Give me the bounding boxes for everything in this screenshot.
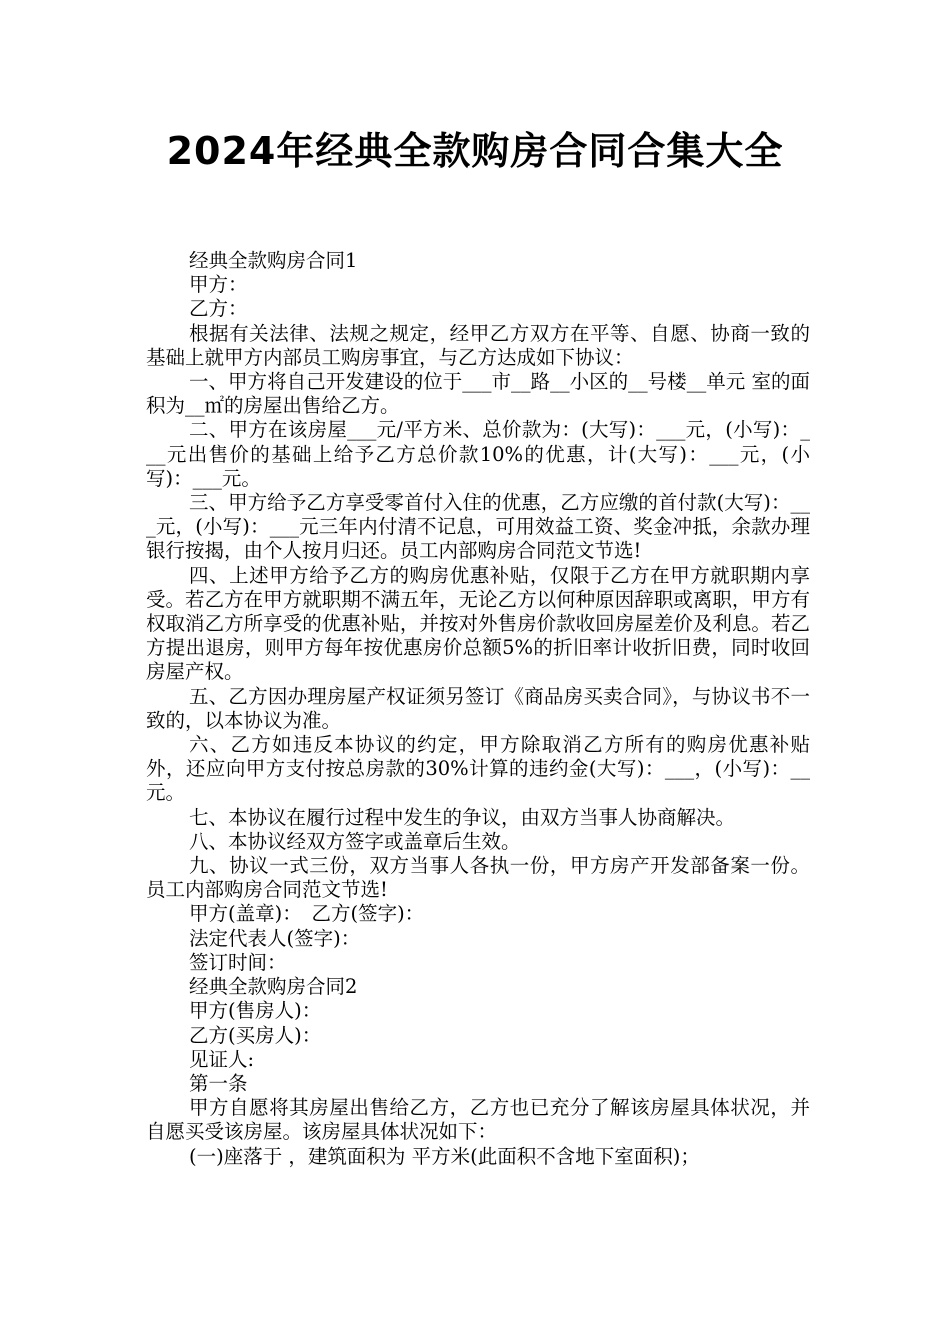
clause-1: 一、甲方将自己开发建设的位于___市__路__小区的__号楼__单元 室的面积为__㎡的房屋出售给乙方。	[146, 370, 810, 418]
document-body	[146, 249, 810, 1169]
signature-line: 甲方(盖章)： 乙方(签字)：	[189, 902, 425, 926]
seller-line: 甲方(售房人)：	[189, 999, 322, 1023]
clause-8: 八、本协议经双方签字或盖章后生效。	[189, 829, 521, 853]
section-heading: 经典全款购房合同2	[189, 975, 358, 999]
clause-5: 五、乙方因办理房屋产权证须另签订《商品房买卖合同》，与协议书不一致的，以本协议为准。	[146, 684, 810, 732]
buyer-line: 乙方(买房人)：	[189, 1023, 322, 1047]
clause-3: 三、甲方给予乙方享受零首付入住的优惠，乙方应缴的首付款(大写)：___元，(小写)：___元三年内付清不记息，可用效益工资、奖金冲抵，余款办理银行按揭，由个人按月归还。员工内部购房合同范文节选!	[146, 491, 810, 563]
clause-7: 七、本协议在履行过程中发生的争议，由双方当事人协商解决。	[189, 805, 736, 829]
signing-date-line: 签订时间：	[189, 950, 287, 974]
legal-representative-line: 法定代表人(签字)：	[189, 926, 361, 950]
preamble-paragraph: 根据有关法律、法规之规定，经甲乙方双方在平等、自愿、协商一致的基础上就甲方内部员工购房事宜，与乙方达成如下协议：	[146, 321, 810, 369]
article-1-item-1: (一)座落于 ，建筑面积为 平方米(此面积不含地下室面积)；	[189, 1144, 700, 1168]
article-heading: 第一条	[189, 1071, 248, 1095]
clause-9: 九、协议一式三份，双方当事人各执一份，甲方房产开发部备案一份。员工内部购房合同范文节选!	[146, 854, 810, 902]
party-a-line: 甲方：	[189, 273, 248, 297]
document-title: 2024年经典全款购房合同合集大全	[166, 129, 784, 173]
party-b-line: 乙方：	[189, 297, 248, 321]
clause-6: 六、乙方如违反本协议的约定，甲方除取消乙方所有的购房优惠补贴外，还应向甲方支付按总房款的30%计算的违约金(大写)：___，(小写)：__元。	[146, 733, 810, 805]
clause-4: 四、上述甲方给予乙方的购房优惠补贴，仅限于乙方在甲方就职期内享受。若乙方在甲方就职期不满五年，无论乙方以何种原因辞职或离职，甲方有权取消乙方所享受的优惠补贴，并按对外售房价款收回房屋差价及利息。若乙方提出退房，则甲方每年按优惠房价总额5%的折旧率计收折旧费，同时收回房屋产权。	[146, 563, 810, 684]
article-1-paragraph: 甲方自愿将其房屋出售给乙方，乙方也已充分了解该房屋具体状况，并自愿买受该房屋。该房屋具体状况如下：	[146, 1096, 810, 1144]
clause-2: 二、甲方在该房屋___元/平方米、总价款为：(大写)：___元，(小写)：___元出售价的基础上给予乙方总价款10%的优惠，计(大写)：___元，(小写)：___元。	[146, 418, 810, 490]
witness-line: 见证人:	[189, 1047, 255, 1071]
section-heading: 经典全款购房合同1	[189, 249, 358, 272]
